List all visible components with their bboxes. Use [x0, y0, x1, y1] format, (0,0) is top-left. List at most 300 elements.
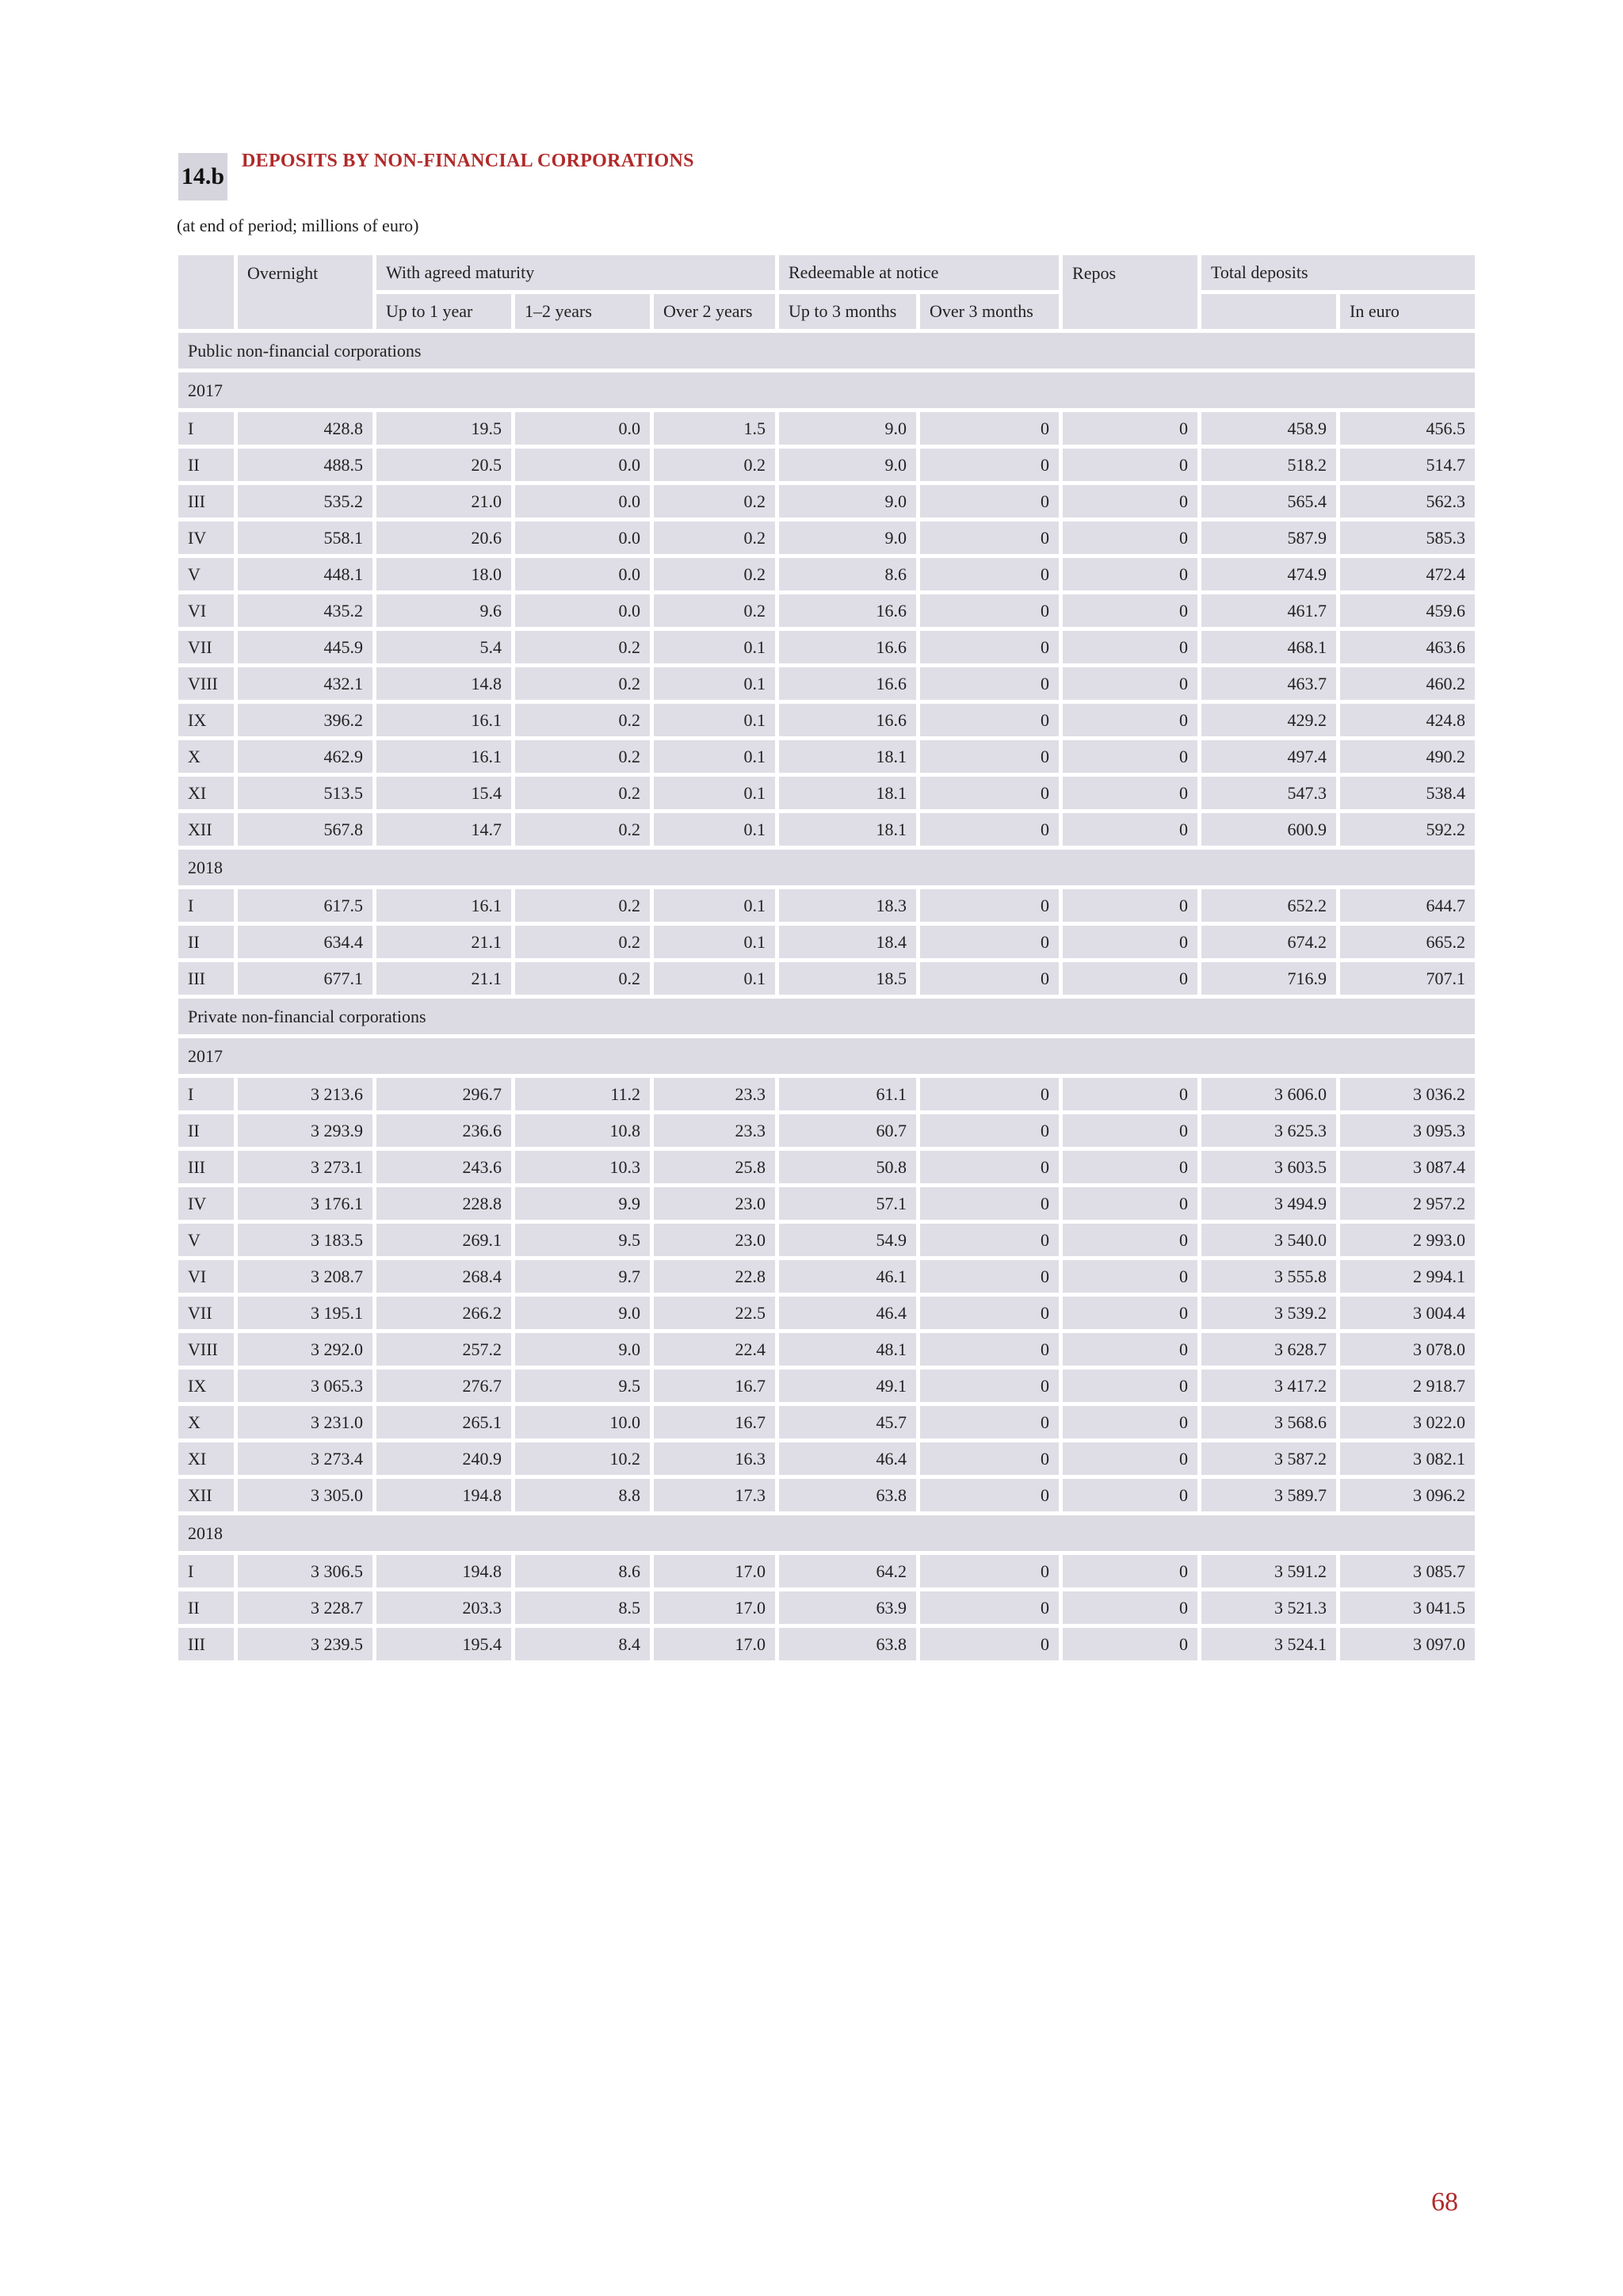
value-cell: 0	[920, 631, 1059, 663]
value-cell: 0.0	[515, 449, 650, 481]
value-cell: 0	[920, 1114, 1059, 1147]
value-cell: 3 292.0	[238, 1333, 372, 1366]
value-cell: 0	[1063, 412, 1197, 445]
period-cell: V	[178, 1224, 234, 1256]
value-cell: 592.2	[1340, 813, 1475, 846]
table-row	[178, 412, 1475, 445]
value-cell: 0.0	[515, 412, 650, 445]
value-cell: 19.5	[376, 412, 511, 445]
value-cell: 0	[920, 1406, 1059, 1438]
value-cell: 0	[1063, 667, 1197, 700]
value-cell: 0.2	[654, 558, 775, 590]
value-cell: 22.8	[654, 1260, 775, 1293]
table-row	[178, 449, 1475, 481]
value-cell: 0	[1063, 1555, 1197, 1587]
value-cell: 0	[1063, 1187, 1197, 1220]
section-row	[178, 333, 1475, 369]
value-cell: 0.0	[515, 485, 650, 518]
table-subtitle: (at end of period; millions of euro)	[177, 216, 419, 235]
value-cell: 3 036.2	[1340, 1078, 1475, 1110]
year-label: 2017	[178, 1038, 1475, 1074]
value-cell: 558.1	[238, 521, 372, 554]
value-cell: 0	[1063, 1224, 1197, 1256]
table-row	[178, 1406, 1475, 1438]
value-cell: 0.1	[654, 777, 775, 809]
value-cell: 3 568.6	[1201, 1406, 1336, 1438]
value-cell: 17.0	[654, 1591, 775, 1624]
table-header	[178, 255, 1475, 329]
value-cell: 22.5	[654, 1297, 775, 1329]
value-cell: 21.1	[376, 926, 511, 958]
value-cell: 23.3	[654, 1078, 775, 1110]
period-cell: IX	[178, 704, 234, 736]
value-cell: 0	[1063, 889, 1197, 922]
value-cell: 48.1	[779, 1333, 916, 1366]
value-cell: 0	[920, 962, 1059, 995]
period-cell: VI	[178, 594, 234, 627]
value-cell: 18.4	[779, 926, 916, 958]
value-cell: 0	[920, 1628, 1059, 1660]
value-cell: 8.6	[779, 558, 916, 590]
value-cell: 0	[920, 1479, 1059, 1511]
value-cell: 617.5	[238, 889, 372, 922]
value-cell: 18.0	[376, 558, 511, 590]
value-cell: 9.0	[779, 485, 916, 518]
value-cell: 45.7	[779, 1406, 916, 1438]
value-cell: 0	[1063, 962, 1197, 995]
value-cell: 0.1	[654, 926, 775, 958]
value-cell: 565.4	[1201, 485, 1336, 518]
value-cell: 0	[1063, 1114, 1197, 1147]
value-cell: 429.2	[1201, 704, 1336, 736]
value-cell: 459.6	[1340, 594, 1475, 627]
value-cell: 3 095.3	[1340, 1114, 1475, 1147]
value-cell: 194.8	[376, 1555, 511, 1587]
table-row	[178, 1297, 1475, 1329]
value-cell: 3 606.0	[1201, 1078, 1336, 1110]
value-cell: 194.8	[376, 1479, 511, 1511]
value-cell: 195.4	[376, 1628, 511, 1660]
header-repos: Repos	[1063, 255, 1197, 329]
section-row	[178, 999, 1475, 1034]
value-cell: 18.1	[779, 777, 916, 809]
value-cell: 3 306.5	[238, 1555, 372, 1587]
value-cell: 0.2	[654, 449, 775, 481]
value-cell: 0	[1063, 1078, 1197, 1110]
period-cell: XII	[178, 1479, 234, 1511]
table-row	[178, 1187, 1475, 1220]
section-label: Private non-financial corporations	[178, 999, 1475, 1034]
value-cell: 0	[1063, 1628, 1197, 1660]
value-cell: 0.2	[654, 594, 775, 627]
value-cell: 17.3	[654, 1479, 775, 1511]
table-row	[178, 962, 1475, 995]
value-cell: 0	[1063, 1591, 1197, 1624]
value-cell: 0.1	[654, 631, 775, 663]
value-cell: 23.0	[654, 1187, 775, 1220]
value-cell: 0	[1063, 1333, 1197, 1366]
value-cell: 0	[920, 521, 1059, 554]
period-cell: I	[178, 412, 234, 445]
period-cell: V	[178, 558, 234, 590]
value-cell: 3 208.7	[238, 1260, 372, 1293]
value-cell: 1.5	[654, 412, 775, 445]
value-cell: 5.4	[376, 631, 511, 663]
value-cell: 0	[920, 1333, 1059, 1366]
period-cell: VII	[178, 631, 234, 663]
year-row	[178, 1515, 1475, 1551]
value-cell: 0	[1063, 558, 1197, 590]
value-cell: 269.1	[376, 1224, 511, 1256]
value-cell: 3 273.4	[238, 1442, 372, 1475]
value-cell: 462.9	[238, 740, 372, 773]
value-cell: 16.7	[654, 1370, 775, 1402]
value-cell: 10.2	[515, 1442, 650, 1475]
value-cell: 0	[920, 449, 1059, 481]
value-cell: 0.0	[515, 594, 650, 627]
section-label: Public non-financial corporations	[178, 333, 1475, 369]
value-cell: 8.4	[515, 1628, 650, 1660]
value-cell: 497.4	[1201, 740, 1336, 773]
value-cell: 18.1	[779, 813, 916, 846]
value-cell: 9.7	[515, 1260, 650, 1293]
value-cell: 468.1	[1201, 631, 1336, 663]
value-cell: 63.9	[779, 1591, 916, 1624]
value-cell: 240.9	[376, 1442, 511, 1475]
value-cell: 0.1	[654, 962, 775, 995]
value-cell: 46.4	[779, 1442, 916, 1475]
value-cell: 424.8	[1340, 704, 1475, 736]
value-cell: 0	[920, 704, 1059, 736]
value-cell: 0	[920, 1297, 1059, 1329]
header-redeemable: Redeemable at notice	[779, 255, 1059, 290]
value-cell: 16.6	[779, 594, 916, 627]
value-cell: 3 521.3	[1201, 1591, 1336, 1624]
value-cell: 396.2	[238, 704, 372, 736]
table-row	[178, 485, 1475, 518]
period-cell: II	[178, 926, 234, 958]
value-cell: 16.1	[376, 889, 511, 922]
table-row	[178, 558, 1475, 590]
value-cell: 0	[1063, 1151, 1197, 1183]
period-cell: III	[178, 1628, 234, 1660]
value-cell: 9.0	[779, 521, 916, 554]
period-cell: III	[178, 1151, 234, 1183]
value-cell: 0	[920, 485, 1059, 518]
value-cell: 10.3	[515, 1151, 650, 1183]
value-cell: 0.1	[654, 889, 775, 922]
value-cell: 20.5	[376, 449, 511, 481]
value-cell: 3 078.0	[1340, 1333, 1475, 1366]
value-cell: 21.0	[376, 485, 511, 518]
value-cell: 0	[920, 1187, 1059, 1220]
value-cell: 8.5	[515, 1591, 650, 1624]
period-cell: X	[178, 740, 234, 773]
table-row	[178, 1151, 1475, 1183]
value-cell: 665.2	[1340, 926, 1475, 958]
header-total-deposits: Total deposits	[1201, 255, 1475, 290]
value-cell: 3 065.3	[238, 1370, 372, 1402]
value-cell: 228.8	[376, 1187, 511, 1220]
value-cell: 17.0	[654, 1628, 775, 1660]
table-row	[178, 926, 1475, 958]
value-cell: 0	[1063, 1260, 1197, 1293]
table-title: DEPOSITS BY NON-FINANCIAL CORPORATIONS	[242, 151, 694, 171]
value-cell: 3 231.0	[238, 1406, 372, 1438]
table-body	[178, 333, 1475, 1660]
value-cell: 3 097.0	[1340, 1628, 1475, 1660]
value-cell: 25.8	[654, 1151, 775, 1183]
period-cell: II	[178, 449, 234, 481]
value-cell: 460.2	[1340, 667, 1475, 700]
value-cell: 0	[1063, 777, 1197, 809]
table-row	[178, 1555, 1475, 1587]
value-cell: 677.1	[238, 962, 372, 995]
table-row	[178, 521, 1475, 554]
value-cell: 0.2	[515, 704, 650, 736]
value-cell: 3 628.7	[1201, 1333, 1336, 1366]
value-cell: 8.8	[515, 1479, 650, 1511]
value-cell: 2 994.1	[1340, 1260, 1475, 1293]
table-id-badge: 14.b	[178, 153, 227, 201]
period-cell: X	[178, 1406, 234, 1438]
value-cell: 0	[920, 1151, 1059, 1183]
period-cell: I	[178, 1078, 234, 1110]
value-cell: 2 918.7	[1340, 1370, 1475, 1402]
value-cell: 514.7	[1340, 449, 1475, 481]
value-cell: 0.2	[515, 813, 650, 846]
value-cell: 9.0	[515, 1297, 650, 1329]
value-cell: 3 239.5	[238, 1628, 372, 1660]
value-cell: 3 589.7	[1201, 1479, 1336, 1511]
value-cell: 9.0	[779, 449, 916, 481]
period-cell: VIII	[178, 667, 234, 700]
value-cell: 0	[1063, 594, 1197, 627]
value-cell: 14.8	[376, 667, 511, 700]
value-cell: 16.1	[376, 740, 511, 773]
period-cell: VIII	[178, 1333, 234, 1366]
value-cell: 0	[920, 889, 1059, 922]
period-cell: XI	[178, 1442, 234, 1475]
value-cell: 22.4	[654, 1333, 775, 1366]
value-cell: 9.5	[515, 1370, 650, 1402]
value-cell: 46.4	[779, 1297, 916, 1329]
value-cell: 0	[1063, 1442, 1197, 1475]
header-period	[178, 255, 234, 329]
value-cell: 9.5	[515, 1224, 650, 1256]
value-cell: 0	[920, 1370, 1059, 1402]
value-cell: 0.2	[515, 926, 650, 958]
value-cell: 0	[920, 813, 1059, 846]
table-row	[178, 1114, 1475, 1147]
period-cell: IX	[178, 1370, 234, 1402]
value-cell: 0	[1063, 813, 1197, 846]
value-cell: 0	[1063, 740, 1197, 773]
value-cell: 0	[1063, 1406, 1197, 1438]
value-cell: 463.6	[1340, 631, 1475, 663]
value-cell: 0.2	[515, 777, 650, 809]
table-row	[178, 1628, 1475, 1660]
value-cell: 2 957.2	[1340, 1187, 1475, 1220]
value-cell: 0	[1063, 449, 1197, 481]
value-cell: 16.7	[654, 1406, 775, 1438]
value-cell: 3 293.9	[238, 1114, 372, 1147]
deposits-table	[174, 251, 1479, 1664]
value-cell: 0.2	[654, 485, 775, 518]
value-cell: 0.0	[515, 558, 650, 590]
value-cell: 435.2	[238, 594, 372, 627]
period-cell: III	[178, 962, 234, 995]
value-cell: 9.9	[515, 1187, 650, 1220]
value-cell: 18.3	[779, 889, 916, 922]
year-label: 2017	[178, 372, 1475, 408]
value-cell: 57.1	[779, 1187, 916, 1220]
value-cell: 203.3	[376, 1591, 511, 1624]
value-cell: 3 603.5	[1201, 1151, 1336, 1183]
value-cell: 3 555.8	[1201, 1260, 1336, 1293]
value-cell: 3 273.1	[238, 1151, 372, 1183]
value-cell: 64.2	[779, 1555, 916, 1587]
year-row	[178, 372, 1475, 408]
value-cell: 3 305.0	[238, 1479, 372, 1511]
value-cell: 716.9	[1201, 962, 1336, 995]
value-cell: 0.2	[515, 889, 650, 922]
value-cell: 3 004.4	[1340, 1297, 1475, 1329]
value-cell: 0	[920, 1442, 1059, 1475]
value-cell: 0.1	[654, 813, 775, 846]
value-cell: 0	[920, 594, 1059, 627]
value-cell: 0.2	[515, 962, 650, 995]
value-cell: 11.2	[515, 1078, 650, 1110]
value-cell: 472.4	[1340, 558, 1475, 590]
year-row	[178, 1038, 1475, 1074]
value-cell: 3 539.2	[1201, 1297, 1336, 1329]
table-row	[178, 667, 1475, 700]
value-cell: 644.7	[1340, 889, 1475, 922]
value-cell: 3 417.2	[1201, 1370, 1336, 1402]
value-cell: 10.8	[515, 1114, 650, 1147]
value-cell: 8.6	[515, 1555, 650, 1587]
value-cell: 0.2	[515, 740, 650, 773]
value-cell: 3 195.1	[238, 1297, 372, 1329]
value-cell: 445.9	[238, 631, 372, 663]
period-cell: I	[178, 889, 234, 922]
value-cell: 600.9	[1201, 813, 1336, 846]
value-cell: 513.5	[238, 777, 372, 809]
value-cell: 16.6	[779, 704, 916, 736]
value-cell: 14.7	[376, 813, 511, 846]
page-number: 68	[1431, 2187, 1458, 2217]
period-cell: XI	[178, 777, 234, 809]
header-in-euro: In euro	[1340, 294, 1475, 329]
value-cell: 3 494.9	[1201, 1187, 1336, 1220]
value-cell: 518.2	[1201, 449, 1336, 481]
value-cell: 432.1	[238, 667, 372, 700]
table-row	[178, 1333, 1475, 1366]
value-cell: 3 183.5	[238, 1224, 372, 1256]
header-up-to-3-months: Up to 3 months	[779, 294, 916, 329]
value-cell: 16.6	[779, 631, 916, 663]
period-cell: VII	[178, 1297, 234, 1329]
value-cell: 0	[920, 1224, 1059, 1256]
table-row	[178, 1224, 1475, 1256]
value-cell: 0.2	[654, 521, 775, 554]
value-cell: 474.9	[1201, 558, 1336, 590]
table-row	[178, 1591, 1475, 1624]
header-agreed-maturity: With agreed maturity	[376, 255, 775, 290]
value-cell: 652.2	[1201, 889, 1336, 922]
value-cell: 23.0	[654, 1224, 775, 1256]
period-cell: II	[178, 1114, 234, 1147]
table-row	[178, 1442, 1475, 1475]
value-cell: 3 176.1	[238, 1187, 372, 1220]
period-cell: III	[178, 485, 234, 518]
value-cell: 16.3	[654, 1442, 775, 1475]
table-row	[178, 889, 1475, 922]
value-cell: 63.8	[779, 1479, 916, 1511]
value-cell: 562.3	[1340, 485, 1475, 518]
value-cell: 0	[1063, 485, 1197, 518]
value-cell: 3 625.3	[1201, 1114, 1336, 1147]
value-cell: 265.1	[376, 1406, 511, 1438]
value-cell: 0	[1063, 926, 1197, 958]
table-row	[178, 1479, 1475, 1511]
value-cell: 21.1	[376, 962, 511, 995]
value-cell: 3 087.4	[1340, 1151, 1475, 1183]
value-cell: 10.0	[515, 1406, 650, 1438]
value-cell: 567.8	[238, 813, 372, 846]
value-cell: 535.2	[238, 485, 372, 518]
table-row	[178, 777, 1475, 809]
value-cell: 18.1	[779, 740, 916, 773]
value-cell: 0	[1063, 521, 1197, 554]
value-cell: 3 041.5	[1340, 1591, 1475, 1624]
value-cell: 3 228.7	[238, 1591, 372, 1624]
value-cell: 276.7	[376, 1370, 511, 1402]
year-label: 2018	[178, 1515, 1475, 1551]
value-cell: 0	[920, 1555, 1059, 1587]
value-cell: 3 082.1	[1340, 1442, 1475, 1475]
value-cell: 3 524.1	[1201, 1628, 1336, 1660]
value-cell: 0.2	[515, 667, 650, 700]
value-cell: 488.5	[238, 449, 372, 481]
value-cell: 61.1	[779, 1078, 916, 1110]
table-row	[178, 1260, 1475, 1293]
period-cell: IV	[178, 521, 234, 554]
value-cell: 0	[920, 667, 1059, 700]
value-cell: 23.3	[654, 1114, 775, 1147]
value-cell: 0.1	[654, 740, 775, 773]
table-row	[178, 631, 1475, 663]
value-cell: 0	[1063, 1370, 1197, 1402]
value-cell: 448.1	[238, 558, 372, 590]
value-cell: 0.2	[515, 631, 650, 663]
value-cell: 266.2	[376, 1297, 511, 1329]
value-cell: 236.6	[376, 1114, 511, 1147]
value-cell: 547.3	[1201, 777, 1336, 809]
value-cell: 0	[1063, 1479, 1197, 1511]
value-cell: 49.1	[779, 1370, 916, 1402]
value-cell: 2 993.0	[1340, 1224, 1475, 1256]
period-cell: I	[178, 1555, 234, 1587]
value-cell: 0	[920, 412, 1059, 445]
table-row	[178, 1370, 1475, 1402]
value-cell: 3 587.2	[1201, 1442, 1336, 1475]
year-label: 2018	[178, 850, 1475, 885]
value-cell: 634.4	[238, 926, 372, 958]
value-cell: 54.9	[779, 1224, 916, 1256]
value-cell: 0.0	[515, 521, 650, 554]
